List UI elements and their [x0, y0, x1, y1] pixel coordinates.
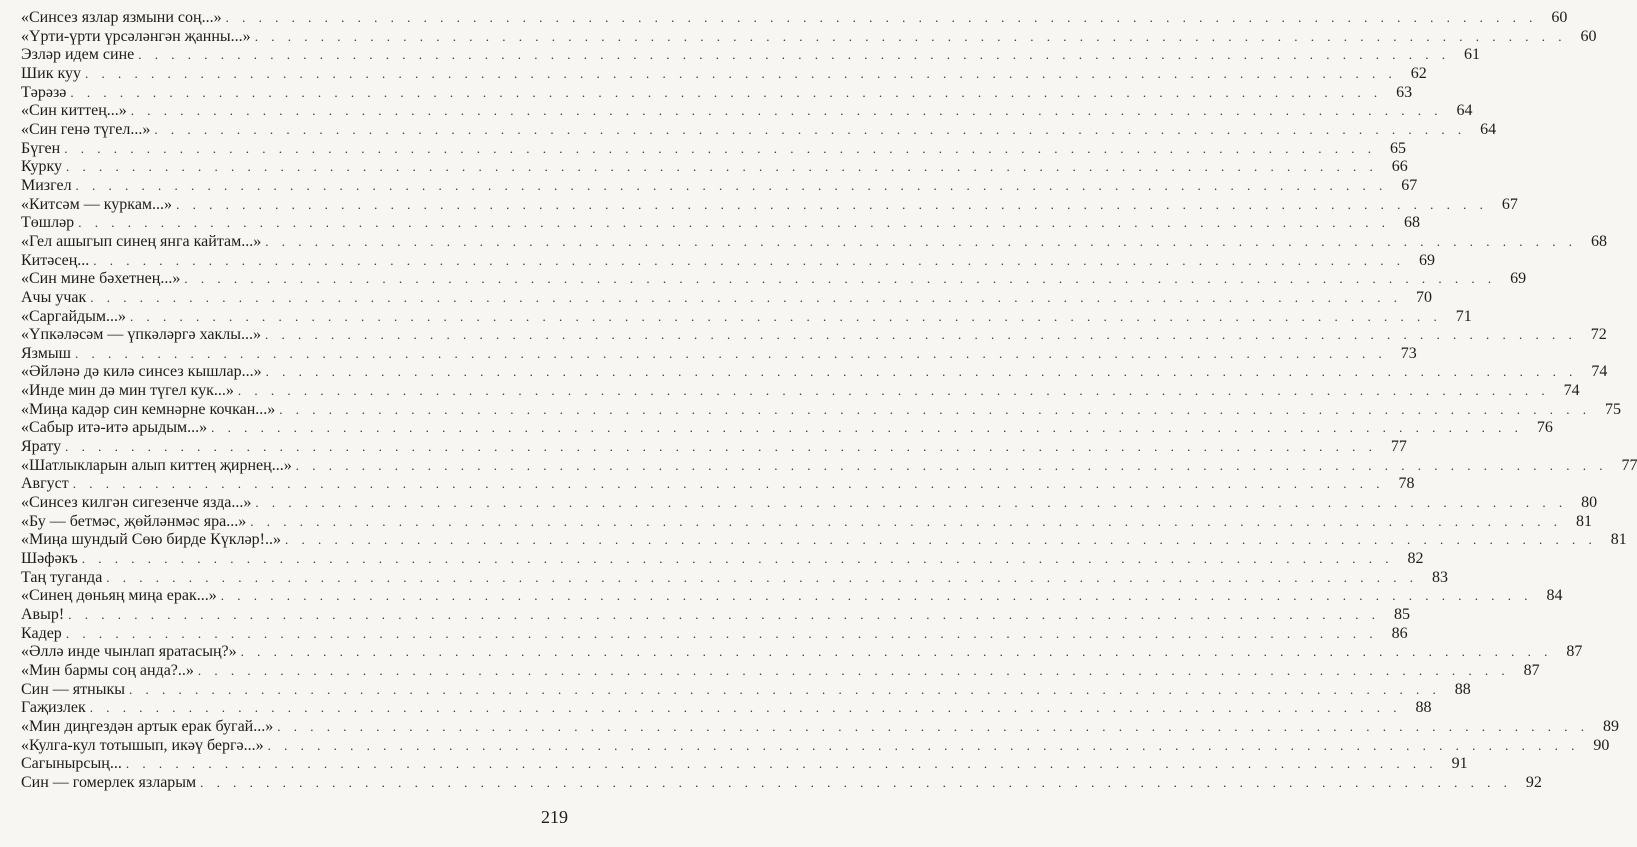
toc-entry	[21, 382, 1580, 401]
entry-page: 76	[1536, 419, 1553, 437]
entry-page: 71	[1455, 307, 1472, 325]
entry-title: Август	[21, 475, 69, 493]
entry-title: Шик куу	[21, 64, 82, 82]
dot-leader: . . . . . . . . . . . . . . . . . . . . . . . . . . . . . . . . . . . . . . . . . . . . . . . . . . . . . . . . . . . . . . . . . . . . . . . . . . . . . . . .	[254, 28, 1567, 44]
dot-leader: . . . . . . . . . . . . . . . . . . . . . . . . . . . . . . . . . . . . . . . . . . . . . . . . . . . . . . . . . . . . . . . . . . . . . . . . . . . . . . . .	[265, 364, 1578, 380]
entry-title: «Әллә инде чынлап яратасың?»	[21, 643, 237, 661]
dot-leader: . . . . . . . . . . . . . . . . . . . . . . . . . . . . . . . . . . . . . . . . . . . . . . . . . . . . . . . . . . . . . . . . . . . . . . . . . . . . . . . .	[128, 681, 1441, 697]
entry-page: 90	[1593, 736, 1610, 754]
entry-title: «Синсез язлар язмыни соң...»	[21, 9, 222, 26]
toc-entry	[21, 531, 1627, 550]
entry-page: 70	[1416, 288, 1433, 306]
toc-entry	[21, 363, 1608, 382]
dot-leader: . . . . . . . . . . . . . . . . . . . . . . . . . . . . . . . . . . . . . . . . . . . . . . . . . . . . . . . . . . . . . . . . . . . . . . . . . . . . . . . .	[74, 345, 1387, 361]
dot-leader: . . . . . . . . . . . . . . . . . . . . . . . . . . . . . . . . . . . . . . . . . . . . . . . . . . . . . . . . . . . . . . . . . . . . . . . . . . . . . . . .	[89, 700, 1402, 716]
entry-title: «Синең дөньяң миңа ерак...»	[21, 587, 217, 605]
entry-page: 81	[1575, 512, 1592, 530]
dot-leader: . . . . . . . . . . . . . . . . . . . . . . . . . . . . . . . . . . . . . . . . . . . . . . . . . . . . . . . . . . . . . . . . . . . . . . . . . . . . . . . .	[81, 551, 1394, 567]
entry-page: 74	[1591, 363, 1608, 381]
entry-page: 82	[1407, 550, 1424, 568]
dot-leader: . . . . . . . . . . . . . . . . . . . . . . . . . . . . . . . . . . . . . . . . . . . . . . . . . . . . . . . . . . . . . . . . . . . . . . . . . . . . . . . .	[200, 774, 1512, 790]
entry-page: 77	[1621, 456, 1637, 474]
entry-page: 89	[1603, 717, 1619, 735]
entry-title: Курку	[21, 158, 63, 176]
toc-entry	[21, 232, 1607, 252]
entry-title: «Кулга-кул тотышып, икәү бергә...»	[21, 736, 264, 754]
entry-title: «Мин диңгездән артык ерак бугай...»	[21, 717, 274, 735]
toc-entry	[21, 568, 1449, 588]
toc-entry	[21, 64, 1427, 84]
toc-entry	[21, 158, 1408, 177]
entry-page: 91	[1451, 755, 1468, 773]
dot-leader: . . . . . . . . . . . . . . . . . . . . . . . . . . . . . . . . . . . . . . . . . . . . . . . . . . . . . . . . . . . . . . . . . . . . . . . . . . . . . . . .	[138, 47, 1450, 63]
entry-title: Ачы учак	[21, 288, 87, 306]
toc-entry	[21, 587, 1563, 606]
dot-leader: . . . . . . . . . . . . . . . . . . . . . . . . . . . . . . . . . . . . . . . . . . . . . . . . . . . . . . . . . . . . . . . . . . . . . . . . . . . . . . . .	[65, 625, 1378, 641]
toc-entry	[21, 400, 1622, 420]
entry-title: Гаҗизлек	[21, 699, 86, 717]
toc-entry	[21, 195, 1518, 215]
toc-entry	[21, 755, 1468, 774]
entry-title: Китәсең...	[21, 251, 90, 269]
entry-title: «Мин бармы соң анда?..»	[21, 661, 194, 679]
dot-leader: . . . . . . . . . . . . . . . . . . . . . . . . . . . . . . . . . . . . . . . . . . . . . . . . . . . . . . . . . . . . . . . . . . . . . . . . . . . . . . . .	[93, 252, 1406, 268]
entry-title: «Саргайдым...»	[21, 307, 127, 325]
entry-page: 65	[1389, 139, 1406, 157]
toc-entry	[21, 102, 1473, 121]
entry-title: Ярату	[21, 438, 62, 456]
dot-leader: . . . . . . . . . . . . . . . . . . . . . . . . . . . . . . . . . . . . . . . . . . . . . . . . . . . . . . . . . . . . . . . . . . . . . . . . . . . . . . . .	[184, 271, 1497, 287]
entry-page: 73	[1400, 344, 1417, 362]
toc-entry	[21, 699, 1432, 718]
dot-leader: . . . . . . . . . . . . . . . . . . . . . . . . . . . . . . . . . . . . . . . . . . . . . . . . . . . . . . . . . . . . . . . . . . . . . . . . . . . . . . . .	[125, 756, 1438, 772]
entry-title: Кадер	[21, 624, 62, 642]
entry-title: Мизгел	[21, 176, 72, 194]
dot-leader: . . . . . . . . . . . . . . . . . . . . . . . . . . . . . . . . . . . . . . . . . . . . . . . . . . . . . . . . . . . . . . . . . . . . . . . . . . . . . . . .	[106, 569, 1419, 585]
entry-title: Син — ятныкы	[21, 680, 125, 698]
dot-leader: . . . . . . . . . . . . . . . . . . . . . . . . . . . . . . . . . . . . . . . . . . . . . . . . . . . . . . . . . . . . . . . . . . . . . . . . . . . . . . . .	[220, 588, 1533, 604]
entry-title: «Китсәм — куркам...»	[21, 195, 173, 213]
toc-entry	[21, 139, 1406, 159]
dot-leader: . . . . . . . . . . . . . . . . . . . . . . . . . . . . . . . . . . . . . . . . . . . . . . . . . . . . . . . . . . . . . . . . . . . . . . . . . . . . . . . .	[277, 718, 1589, 734]
toc-entry	[21, 270, 1527, 289]
dot-leader: . . . . . . . . . . . . . . . . . . . . . . . . . . . . . . . . . . . . . . . . . . . . . . . . . . . . . . . . . . . . . . . . . . . . . . . . . . . . . . . .	[130, 103, 1443, 119]
toc-entry	[21, 624, 1408, 644]
entry-title: «Миңа шундый Сөю бирде Күкләр!..»	[21, 531, 282, 549]
dot-leader: . . . . . . . . . . . . . . . . . . . . . . . . . . . . . . . . . . . . . . . . . . . . . . . . . . . . . . . . . . . . . . . . . . . . . . . . . . . . . . . .	[265, 233, 1577, 249]
toc-entry	[21, 214, 1420, 233]
page-number: 219	[541, 807, 568, 827]
dot-leader: . . . . . . . . . . . . . . . . . . . . . . . . . . . . . . . . . . . . . . . . . . . . . . . . . . . . . . . . . . . . . . . . . . . . . . . . . . . . . . . .	[225, 10, 1538, 25]
dot-leader: . . . . . . . . . . . . . . . . . . . . . . . . . . . . . . . . . . . . . . . . . . . . . . . . . . . . . . . . . . . . . . . . . . . . . . . . . . . . . . . .	[237, 383, 1550, 399]
toc-entry	[21, 326, 1607, 345]
entry-page: 61	[1463, 46, 1480, 64]
entry-page: 67	[1501, 195, 1518, 213]
entry-page: 64	[1480, 120, 1497, 138]
entry-title: Язмыш	[21, 344, 71, 362]
entry-title: «Синсез килгән сигезенче язда...»	[21, 494, 252, 512]
dot-leader: . . . . . . . . . . . . . . . . . . . . . . . . . . . . . . . . . . . . . . . . . . . . . . . . . . . . . . . . . . . . . . . . . . . . . . . . . . . . . . . .	[68, 607, 1380, 622]
dot-leader: . . . . . . . . . . . . . . . . . . . . . . . . . . . . . . . . . . . . . . . . . . . . . . . . . . . . . . . . . . . . . . . . . . . . . . . . . . . . . . . .	[279, 401, 1592, 417]
toc-entry	[21, 643, 1583, 662]
entry-page: 81	[1610, 531, 1627, 549]
entry-page: 78	[1398, 475, 1415, 493]
entry-title: «Син киттең...»	[21, 102, 127, 120]
entry-page: 86	[1391, 624, 1408, 642]
entry-title: Бүген	[21, 139, 61, 157]
toc-entry	[21, 773, 1542, 793]
toc-entry	[21, 419, 1553, 438]
toc-entry	[21, 27, 1597, 47]
entry-title: «Гел ашыгып синең янга кайтам...»	[21, 232, 262, 250]
table-of-contents	[21, 9, 1637, 793]
entry-page: 67	[1401, 176, 1418, 194]
entry-page: 88	[1454, 680, 1471, 698]
dot-leader: . . . . . . . . . . . . . . . . . . . . . . . . . . . . . . . . . . . . . . . . . . . . . . . . . . . . . . . . . . . . . . . . . . . . . . . . . . . . . . . .	[64, 140, 1376, 156]
toc-entry	[21, 717, 1619, 737]
entry-title: Тәрәзә	[21, 83, 67, 101]
toc-entry	[21, 550, 1424, 569]
entry-page: 92	[1525, 773, 1542, 791]
toc-entry	[21, 494, 1598, 513]
toc-entry	[21, 176, 1418, 196]
dot-leader: . . . . . . . . . . . . . . . . . . . . . . . . . . . . . . . . . . . . . . . . . . . . . . . . . . . . . . . . . . . . . . . . . . . . . . . . . . . . . . . .	[70, 84, 1383, 100]
entry-page: 84	[1546, 587, 1563, 605]
toc-entry	[21, 9, 1568, 28]
dot-leader: . . . . . . . . . . . . . . . . . . . . . . . . . . . . . . . . . . . . . . . . . . . . . . . . . . . . . . . . . . . . . . . . . . . . . . . . . . . . . . . .	[295, 457, 1608, 473]
entry-page: 66	[1391, 158, 1408, 176]
toc-entry	[21, 46, 1480, 65]
entry-title: «Үрти-үрти үрсәләнгән җанны...»	[21, 27, 251, 45]
toc-entry	[21, 344, 1417, 364]
entry-page: 87	[1566, 643, 1583, 661]
dot-leader: . . . . . . . . . . . . . . . . . . . . . . . . . . . . . . . . . . . . . . . . . . . . . . . . . . . . . . . . . . . . . . . . . . . . . . . . . . . . . . . .	[85, 65, 1397, 81]
dot-leader: . . . . . . . . . . . . . . . . . . . . . . . . . . . . . . . . . . . . . . . . . . . . . . . . . . . . . . . . . . . . . . . . . . . . . . . . . . . . . . . .	[211, 420, 1523, 436]
entry-page: 62	[1410, 64, 1427, 82]
entry-page: 60	[1580, 27, 1597, 45]
dot-leader: . . . . . . . . . . . . . . . . . . . . . . . . . . . . . . . . . . . . . . . . . . . . . . . . . . . . . . . . . . . . . . . . . . . . . . . . . . . . . . . .	[130, 308, 1442, 324]
dot-leader: . . . . . . . . . . . . . . . . . . . . . . . . . . . . . . . . . . . . . . . . . . . . . . . . . . . . . . . . . . . . . . . . . . . . . . . . . . . . . . . .	[265, 327, 1577, 343]
dot-leader: . . . . . . . . . . . . . . . . . . . . . . . . . . . . . . . . . . . . . . . . . . . . . . . . . . . . . . . . . . . . . . . . . . . . . . . . . . . . . . . .	[240, 644, 1553, 660]
entry-title: «Әйләнә дә килә синсез кышлар...»	[21, 363, 262, 381]
entry-title: Авыр!	[21, 606, 65, 623]
entry-title: Эзләр идем сине	[21, 46, 135, 64]
entry-page: 60	[1551, 9, 1568, 26]
dot-leader: . . . . . . . . . . . . . . . . . . . . . . . . . . . . . . . . . . . . . . . . . . . . . . . . . . . . . . . . . . . . . . . . . . . . . . . . . . . . . . . .	[255, 495, 1568, 511]
toc-entry	[21, 83, 1413, 103]
entry-page: 80	[1581, 494, 1598, 512]
toc-entry	[21, 512, 1592, 532]
toc-entry	[21, 288, 1433, 308]
entry-title: Төшләр	[21, 214, 75, 232]
entry-title: «Бу — бетмәс, җөйләнмәс яра...»	[21, 512, 247, 530]
entry-page: 85	[1393, 606, 1410, 623]
entry-title: Сагынырсың...	[21, 755, 122, 773]
entry-page: 69	[1419, 251, 1436, 269]
entry-title: Син — гомерлек язларым	[21, 773, 197, 791]
entry-page: 68	[1403, 214, 1420, 232]
entry-title: Таң туганда	[21, 568, 103, 586]
entry-page: 63	[1396, 83, 1413, 101]
dot-leader: . . . . . . . . . . . . . . . . . . . . . . . . . . . . . . . . . . . . . . . . . . . . . . . . . . . . . . . . . . . . . . . . . . . . . . . . . . . . . . . .	[176, 196, 1488, 212]
entry-title: «Миңа кадәр син кемнәрне кочкан...»	[21, 400, 276, 418]
dot-leader: . . . . . . . . . . . . . . . . . . . . . . . . . . . . . . . . . . . . . . . . . . . . . . . . . . . . . . . . . . . . . . . . . . . . . . . . . . . . . . . .	[197, 662, 1510, 678]
entry-title: «Үпкәләсәм — үпкәләргә хаклы...»	[21, 326, 261, 344]
entry-title: «Сабыр итә-итә арыдым...»	[21, 419, 208, 437]
dot-leader: . . . . . . . . . . . . . . . . . . . . . . . . . . . . . . . . . . . . . . . . . . . . . . . . . . . . . . . . . . . . . . . . . . . . . . . . . . . . . . . .	[72, 476, 1385, 492]
entry-title: «Инде мин дә мин түгел кук...»	[21, 382, 234, 400]
toc-entry	[21, 475, 1415, 494]
dot-leader: . . . . . . . . . . . . . . . . . . . . . . . . . . . . . . . . . . . . . . . . . . . . . . . . . . . . . . . . . . . . . . . . . . . . . . . . . . . . . . . .	[154, 121, 1467, 137]
entry-page: 68	[1591, 232, 1607, 250]
entry-page: 75	[1605, 400, 1622, 418]
entry-title: «Син генә түгел...»	[21, 120, 151, 138]
entry-page: 88	[1415, 699, 1432, 717]
toc-entry	[21, 438, 1407, 457]
entry-page: 69	[1510, 270, 1527, 288]
entry-page: 72	[1590, 326, 1607, 344]
entry-page: 74	[1563, 382, 1580, 400]
toc-entry	[21, 680, 1471, 700]
dot-leader: . . . . . . . . . . . . . . . . . . . . . . . . . . . . . . . . . . . . . . . . . . . . . . . . . . . . . . . . . . . . . . . . . . . . . . . . . . . . . . . .	[75, 177, 1388, 193]
entry-page: 77	[1390, 438, 1407, 456]
dot-leader: . . . . . . . . . . . . . . . . . . . . . . . . . . . . . . . . . . . . . . . . . . . . . . . . . . . . . . . . . . . . . . . . . . . . . . . . . . . . . . . .	[65, 439, 1377, 455]
dot-leader: . . . . . . . . . . . . . . . . . . . . . . . . . . . . . . . . . . . . . . . . . . . . . . . . . . . . . . . . . . . . . . . . . . . . . . . . . . . . . . . .	[90, 289, 1403, 305]
dot-leader: . . . . . . . . . . . . . . . . . . . . . . . . . . . . . . . . . . . . . . . . . . . . . . . . . . . . . . . . . . . . . . . . . . . . . . . . . . . . . . . .	[267, 737, 1580, 753]
entry-page: 87	[1523, 661, 1540, 679]
entry-title: «Шатлыкларын алып киттең җирнең...»	[21, 456, 292, 474]
toc-entry	[21, 456, 1637, 476]
toc-entry	[21, 606, 1410, 625]
entry-page: 64	[1456, 102, 1473, 120]
entry-page: 83	[1432, 568, 1449, 586]
entry-title: «Син мине бәхетнең...»	[21, 270, 181, 288]
toc-entry	[21, 736, 1610, 756]
toc-entry	[21, 307, 1472, 327]
dot-leader: . . . . . . . . . . . . . . . . . . . . . . . . . . . . . . . . . . . . . . . . . . . . . . . . . . . . . . . . . . . . . . . . . . . . . . . . . . . . . . . .	[250, 513, 1562, 529]
dot-leader: . . . . . . . . . . . . . . . . . . . . . . . . . . . . . . . . . . . . . . . . . . . . . . . . . . . . . . . . . . . . . . . . . . . . . . . . . . . . . . . .	[66, 159, 1378, 175]
toc-entry	[21, 661, 1540, 681]
entry-title: Шәфәкъ	[21, 550, 78, 568]
dot-leader: . . . . . . . . . . . . . . . . . . . . . . . . . . . . . . . . . . . . . . . . . . . . . . . . . . . . . . . . . . . . . . . . . . . . . . . . . . . . . . . .	[285, 532, 1597, 548]
toc-entry	[21, 120, 1497, 140]
dot-leader: . . . . . . . . . . . . . . . . . . . . . . . . . . . . . . . . . . . . . . . . . . . . . . . . . . . . . . . . . . . . . . . . . . . . . . . . . . . . . . . .	[78, 215, 1390, 231]
toc-entry	[21, 251, 1436, 271]
